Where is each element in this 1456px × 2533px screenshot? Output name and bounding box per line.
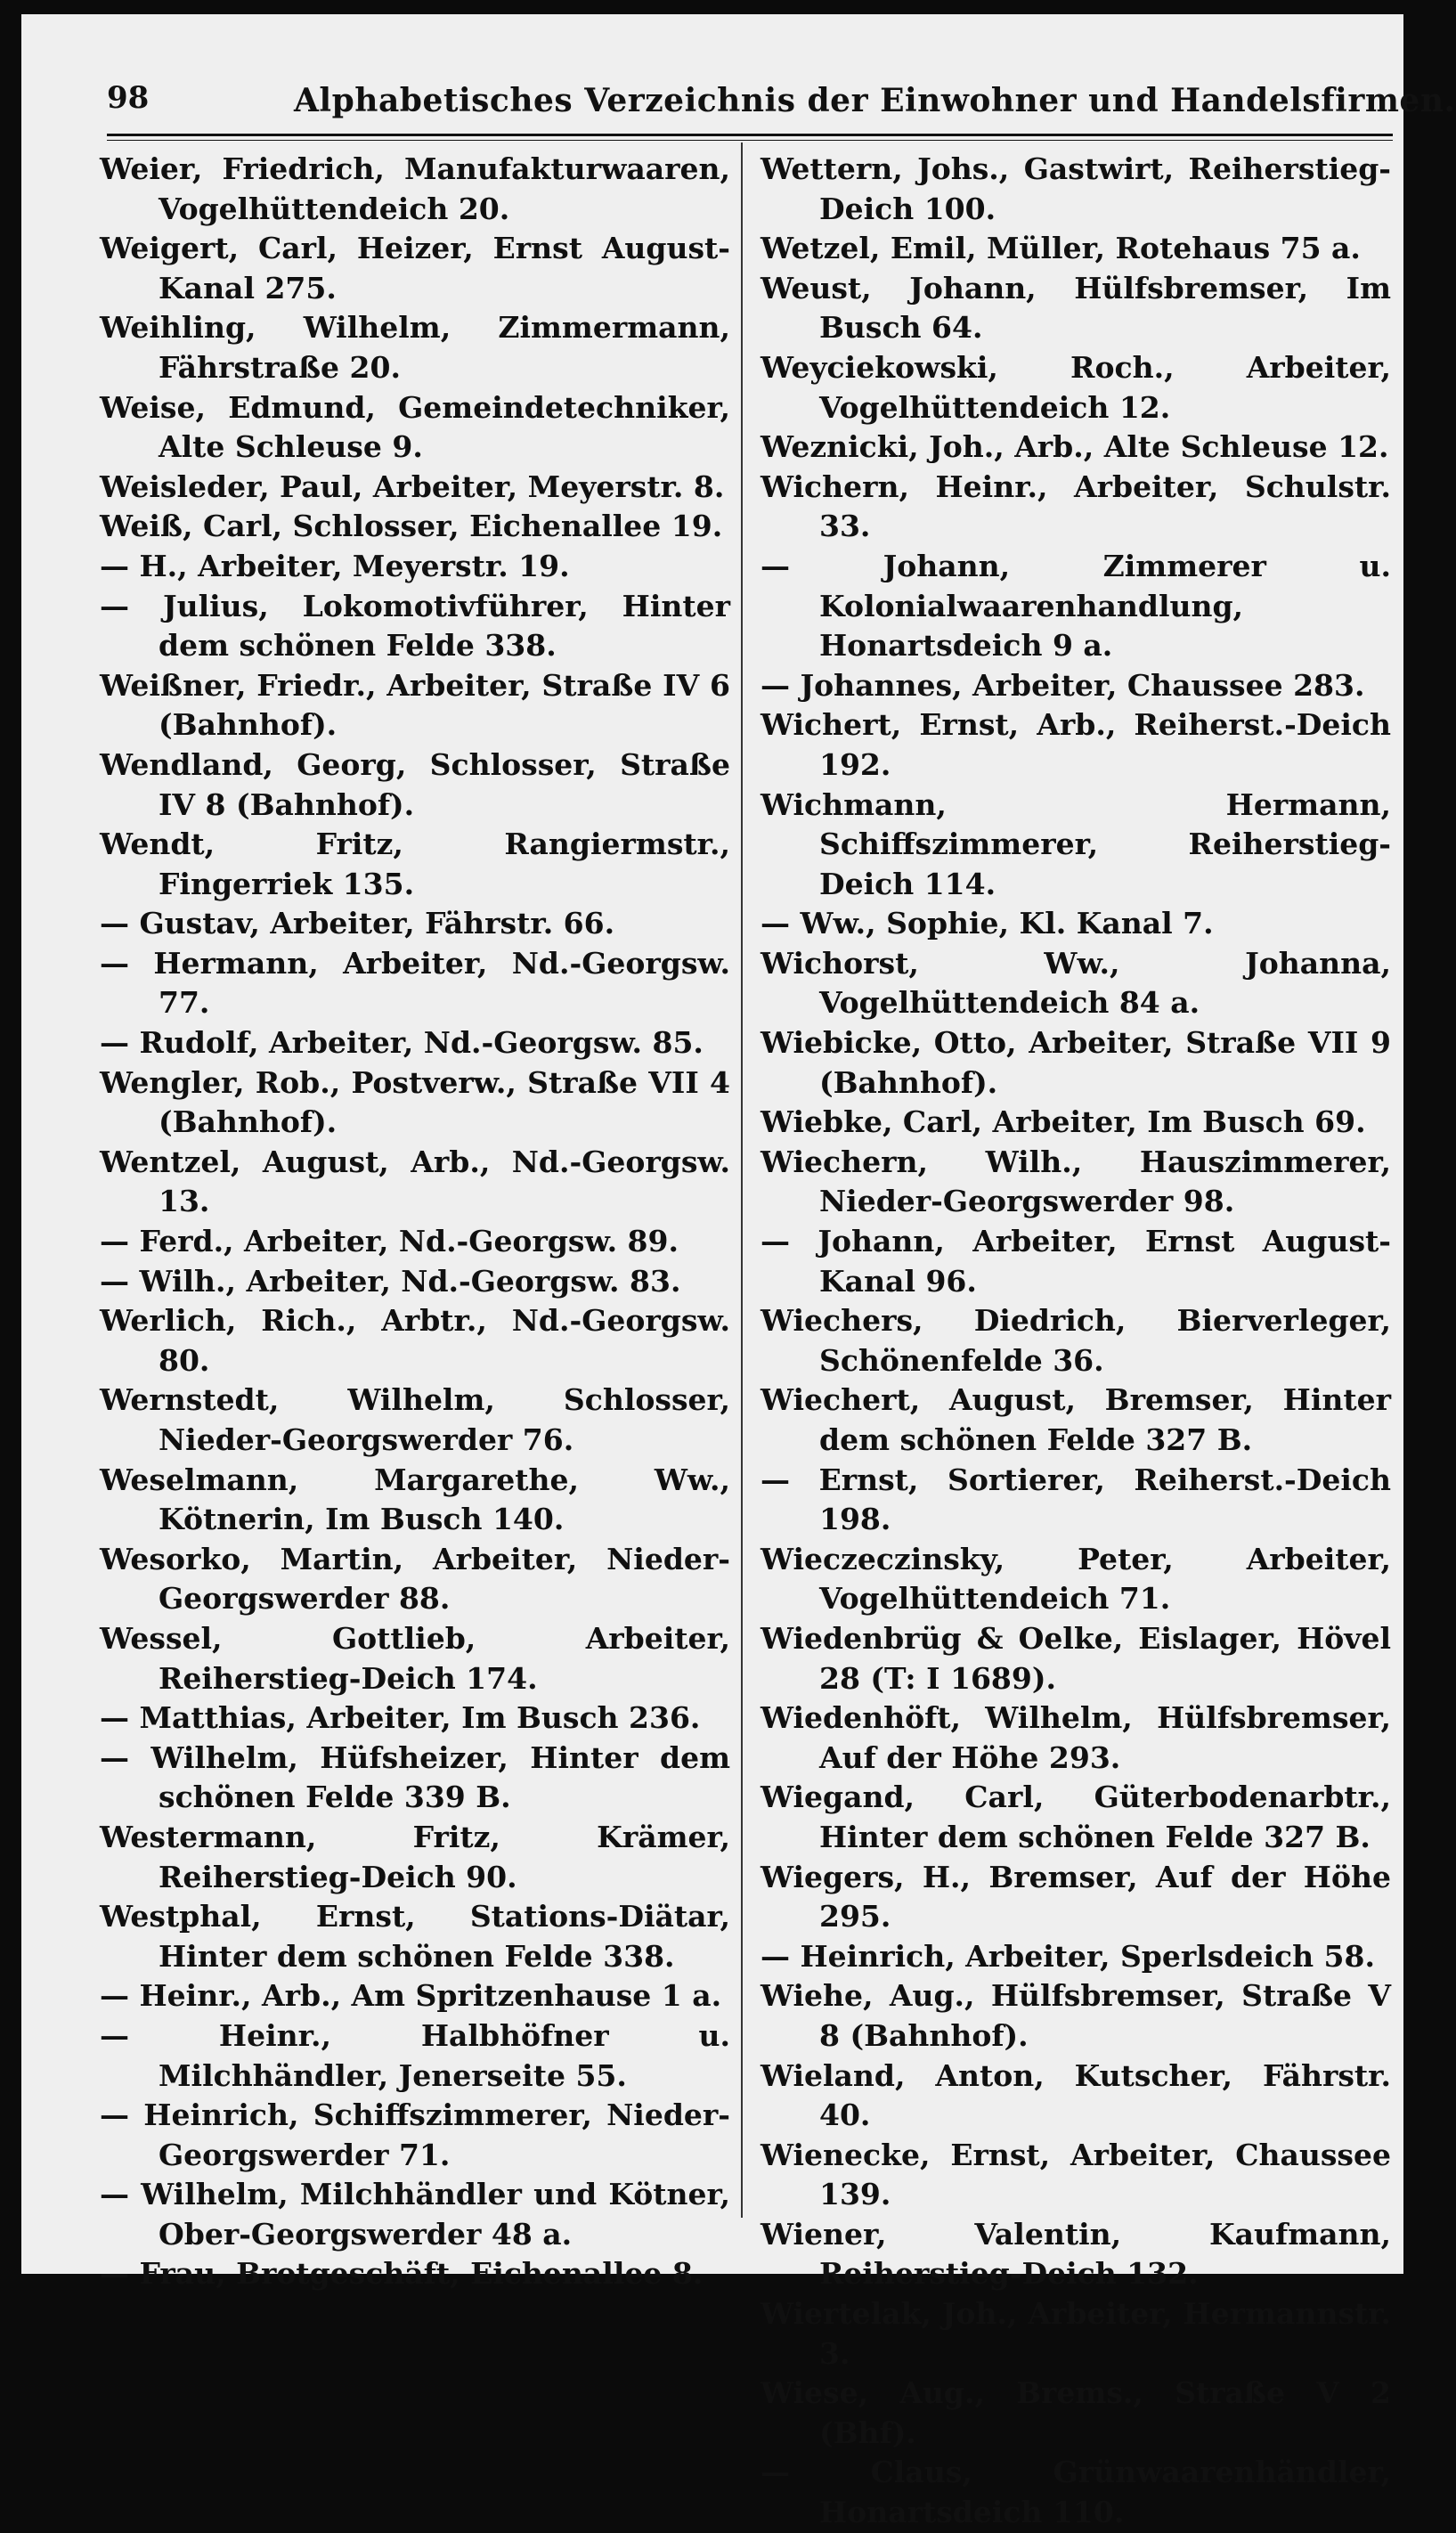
directory-entry: Wichern, Heinr., Arbeiter, Schulstr. 33. [761, 468, 1391, 544]
directory-entry: Wiener, Valentin, Kaufmann, Reiherstieg-Deich 132. [761, 2216, 1391, 2292]
directory-entry: Wettern, Johs., Gastwirt, Reiherstieg-Deich 100. [761, 151, 1391, 226]
directory-entry: Weisleder, Paul, Arbeiter, Meyerstr. 8. [100, 468, 725, 504]
directory-entry: Westermann, Fritz, Krämer, Reiherstieg-Deich 90. [100, 1819, 730, 1894]
directory-entry: Weiß, Carl, Schlosser, Eichenallee 19. [100, 509, 723, 544]
directory-entry: Weyciekowski, Roch., Arbeiter, Vogelhüttendeich 12. [761, 349, 1391, 425]
directory-entry: — Heinrich, Schiffszimmerer, Nieder-Georgswerder 71. [100, 2097, 730, 2172]
directory-entry: Wiese, Aug., Brems., Straße V 2 (Bhf). [761, 2375, 1391, 2450]
directory-entry: — Ernst, Sortierer, Reiherst.-Deich 198. [761, 1462, 1391, 1537]
left-column [100, 150, 730, 2294]
header-rule [107, 134, 1393, 141]
directory-entry: Weust, Johann, Hülfsbremser, Im Busch 64. [761, 270, 1391, 346]
directory-entry: Wichert, Ernst, Arb., Reiherst.-Deich 192. [761, 707, 1391, 782]
directory-entry: — Johannes, Arbeiter, Chaussee 283. [761, 667, 1365, 703]
directory-entry: — Rudolf, Arbeiter, Nd.-Georgsw. 85. [100, 1025, 704, 1061]
page-number: 98 [107, 80, 150, 116]
directory-entry: — Wilh., Arbeiter, Nd.-Georgsw. 83. [100, 1263, 681, 1299]
directory-entry: Wendland, Georg, Schlosser, Straße IV 8 (Bahnhof). [100, 746, 730, 822]
column-divider [741, 143, 743, 2218]
directory-entry: Wetzel, Emil, Müller, Rotehaus 75 a. [761, 231, 1361, 266]
directory-entry: Weznicki, Joh., Arb., Alte Schleuse 12. [761, 429, 1389, 465]
directory-entry: — Johann, Arbeiter, Ernst August-Kanal 96. [761, 1224, 1391, 1299]
directory-entry: Wiegers, H., Bremser, Auf der Höhe 295. [761, 1859, 1391, 1934]
directory-entry: Wiechers, Diedrich, Bierverleger, Schönenfelde 36. [761, 1303, 1391, 1378]
directory-entry: Wengler, Rob., Postverw., Straße VII 4 (Bahnhof). [100, 1064, 730, 1140]
directory-entry: Wiebicke, Otto, Arbeiter, Straße VII 9 (Bahnhof). [761, 1025, 1391, 1100]
directory-entry: — Heinr., Arb., Am Spritzenhause 1 a. [100, 1978, 722, 2014]
directory-entry: Weselmann, Margarethe, Ww., Kötnerin, Im Busch 140. [100, 1462, 730, 1537]
directory-entry: Werlich, Rich., Arbtr., Nd.-Georgsw. 80. [100, 1303, 730, 1378]
directory-entry: Wiehe, Aug., Hülfsbremser, Straße V 8 (Bahnhof). [761, 1978, 1391, 2053]
directory-entry: Weißner, Friedr., Arbeiter, Straße IV 6 (Bahnhof). [100, 667, 730, 743]
directory-entry: Wiechern, Wilh., Hauszimmerer, Nieder-Georgswerder 98. [761, 1144, 1391, 1219]
directory-entry: — H., Arbeiter, Meyerstr. 19. [100, 548, 570, 583]
directory-entry: Wiegand, Carl, Güterbodenarbtr., Hinter dem schönen Felde 327 B. [761, 1780, 1391, 1854]
directory-entry: — Wilhelm, Hüfsheizer, Hinter dem schönen Felde 339 B. [100, 1739, 730, 1815]
directory-entry: — Heinrich, Arbeiter, Sperlsdeich 58. [761, 1938, 1375, 1974]
directory-entry: Wessel, Gottlieb, Arbeiter, Reiherstieg-Deich 174. [100, 1620, 730, 1696]
directory-entry: Wiedenbrüg & Oelke, Eislager, Hövel 28 (T: I 1689). [761, 1620, 1391, 1696]
directory-entry: Wiedenhöft, Wilhelm, Hülfsbremser, Auf der Höhe 293. [761, 1700, 1391, 1775]
directory-entry: Weihling, Wilhelm, Zimmermann, Fährstraße 20. [100, 310, 730, 385]
directory-entry: Wichorst, Ww., Johanna, Vogelhüttendeich 84 a. [761, 945, 1391, 1021]
directory-entry: Wieland, Anton, Kutscher, Fährstr. 40. [761, 2057, 1391, 2133]
directory-entry: Wiebke, Carl, Arbeiter, Im Busch 69. [761, 1104, 1366, 1140]
directory-entry: — Ww., Sophie, Kl. Kanal 7. [761, 906, 1214, 941]
directory-entry: Weise, Edmund, Gemeindetechniker, Alte Schleuse 9. [100, 389, 730, 465]
directory-entry: — Matthias, Arbeiter, Im Busch 236. [100, 1700, 701, 1736]
directory-entry: Weigert, Carl, Heizer, Ernst August-Kanal 275. [100, 231, 730, 305]
directory-entry: — Julius, Lokomotivführer, Hinter dem schönen Felde 338. [100, 588, 730, 664]
directory-entry: — Frau, Brotgeschäft, Eichenallee 8. [100, 2256, 704, 2292]
directory-entry: Wiechert, August, Bremser, Hinter dem schönen Felde 327 B. [761, 1382, 1391, 1457]
directory-entry: Weier, Friedrich, Manufakturwaaren, Vogelhüttendeich 20. [100, 151, 730, 226]
directory-entry: Wiertelak, Joh., Arbeiter, Hermannstr. 3. [761, 2296, 1391, 2371]
directory-page [21, 14, 1456, 2530]
directory-entry: — Hermann, Arbeiter, Nd.-Georgsw. 77. [100, 945, 730, 1021]
directory-entry: Wichmann, Hermann, Schiffszimmerer, Reiherstieg-Deich 114. [761, 786, 1391, 901]
running-title: Alphabetisches Verzeichnis der Einwohner und Handelsfirmen. [294, 82, 1456, 119]
directory-entry: — Wilhelm, Milchhändler und Kötner, Ober-Georgswerder 48 a. [100, 2177, 730, 2252]
directory-entry: — Heinr., Halbhöfner u. Milchhändler, Jenerseite 55. [100, 2017, 730, 2093]
directory-entry: Westphal, Ernst, Stations-Diätar, Hinter dem schönen Felde 338. [100, 1899, 730, 1974]
directory-entry: Wendt, Fritz, Rangiermstr., Fingerriek 135. [100, 827, 730, 901]
directory-entry: — Gustav, Arbeiter, Fährstr. 66. [100, 906, 615, 941]
directory-entry: Wesorko, Martin, Arbeiter, Nieder-Georgswerder 88. [100, 1541, 730, 1617]
directory-entry: — Claus, Grünwaarenhändler, Honartsdeich 110. [761, 2455, 1391, 2530]
directory-entry: Wieczeczinsky, Peter, Arbeiter, Vogelhüttendeich 71. [761, 1541, 1391, 1617]
directory-entry: Wentzel, August, Arb., Nd.-Georgsw. 13. [100, 1144, 730, 1219]
page-header [107, 75, 1456, 132]
directory-entry: Wienecke, Ernst, Arbeiter, Chaussee 139. [761, 2137, 1391, 2212]
right-column [761, 150, 1391, 2533]
directory-entry: — Johann, Zimmerer u. Kolonialwaarenhandlung, Honartsdeich 9 a. [761, 548, 1391, 664]
directory-entry: — Ferd., Arbeiter, Nd.-Georgsw. 89. [100, 1224, 679, 1259]
directory-entry: Wernstedt, Wilhelm, Schlosser, Nieder-Georgswerder 76. [100, 1382, 730, 1457]
